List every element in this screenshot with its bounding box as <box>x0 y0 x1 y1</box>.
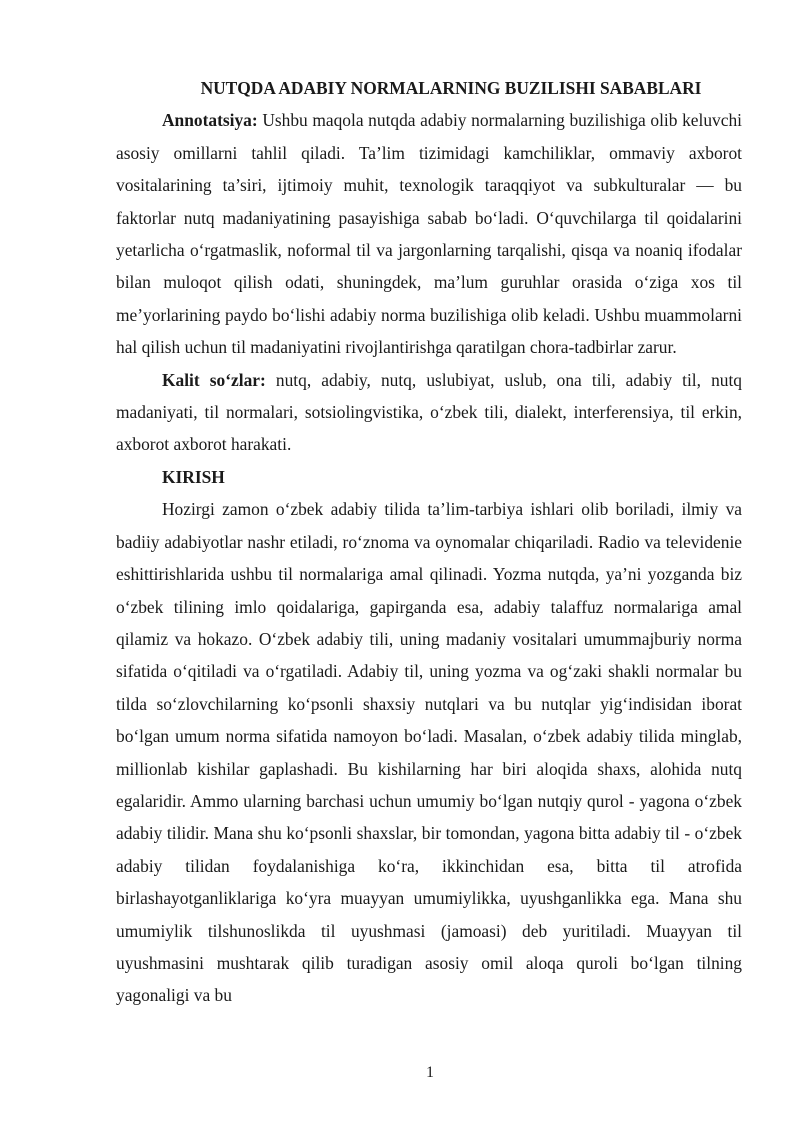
annotation-label: Annotatsiya: <box>162 110 258 131</box>
annotation-text: Ushbu maqola nutqda adabiy normalarning buzilishiga olib keluvchi asosiy omillarni tahlil qiladi. Ta’lim tizimidagi kamchiliklar, ommaviy axborot vositalarining ta’siri, ijtimoiy muhit, texnologik taraqqiyot va subkulturalar — bu faktorlar nutq madaniyatining pasayishiga sabab bo‘ladi. O‘quvchilarga til qoidalarini yetarlicha o‘rgatmaslik, noformal til va jargonlarning tarqalishi, qisqa va noaniq ifodalar bilan muloqot qilish odati, shuningdek, ma’lum guruhlar orasida o‘ziga xos til me’yorlarining paydo bo‘lishi adabiy norma buzilishiga olib keladi. Ushbu muammolarni hal qilish uchun til madaniyatini rivojlantirishga qaratilgan chora-tadbirlar zarur. <box>116 110 742 358</box>
intro-heading: KIRISH <box>162 466 225 487</box>
page-number: 1 <box>426 1064 434 1081</box>
keywords-text: nutq, adabiy, nutq, uslubiyat, uslub, ona tili, adabiy til, nutq madaniyati, til normalari, sotsiolingvistika, o‘zbek tili, dialekt, interferensiya, til erkin, axborot axborot harakati. <box>116 369 742 455</box>
document-title: NUTQDA ADABIY NORMALARNING BUZILISHI SABABLARI <box>200 78 702 98</box>
document-body <box>116 72 742 1012</box>
intro-paragraph: Hozirgi zamon o‘zbek adabiy tilida ta’lim-tarbiya ishlari olib boriladi, ilmiy va badiiy adabiyotlar nashr etiladi, ro‘znoma va oynomalar chiqariladi. Radio va televidenie eshittirishlarida ushbu til normalariga amal qilinadi. Yozma nutqda, ya’ni yozganda biz o‘zbek tilining imlo qoidalariga, gapirganda esa, adabiy talaffuz normalariga amal qilamiz va hokazo. O‘zbek adabiy tili, uning madaniy vositalari umummajburiy norma sifatida o‘qitiladi va o‘rgatiladi. Adabiy til, uning yozma va og‘zaki shakli normalar bu tilda so‘zlovchilarning ko‘psonli shaxsiy nutqlari va bu nutqlar yig‘indisidan iborat bo‘lgan umum norma sifatida namoyon bo‘ladi. Masalan, o‘zbek adabiy tilida minglab, millionlab kishilar gaplashadi. Bu kishilarning har biri aloqida shaxs, alohida nutq egalaridir. Ammo ularning barchasi uchun umumiy bo‘lgan nutqiy qurol - yagona o‘zbek adabiy tilidir. Mana shu ko‘psonli shaxslar, bir tomondan, yagona bitta adabiy til - o‘zbek adabiy tilidan foydalanishiga ko‘ra, ikkinchidan esa, bitta til atrofida birlashayotganliklariga ko‘yra muayyan umumiylikka, uyushganlikka ega. Mana shu umumiylik tilshunoslikda til uyushmasi (jamoasi) deb yuritiladi. Muayyan til uyushmasini mushtarak qilib turadigan asosiy omil aloqa quroli bo‘lgan tilning yagonaligi va bu <box>116 499 742 1006</box>
keywords-label: Kalit so‘zlar: <box>162 369 266 390</box>
annotation-paragraph <box>116 104 742 363</box>
keywords-paragraph <box>116 364 742 461</box>
